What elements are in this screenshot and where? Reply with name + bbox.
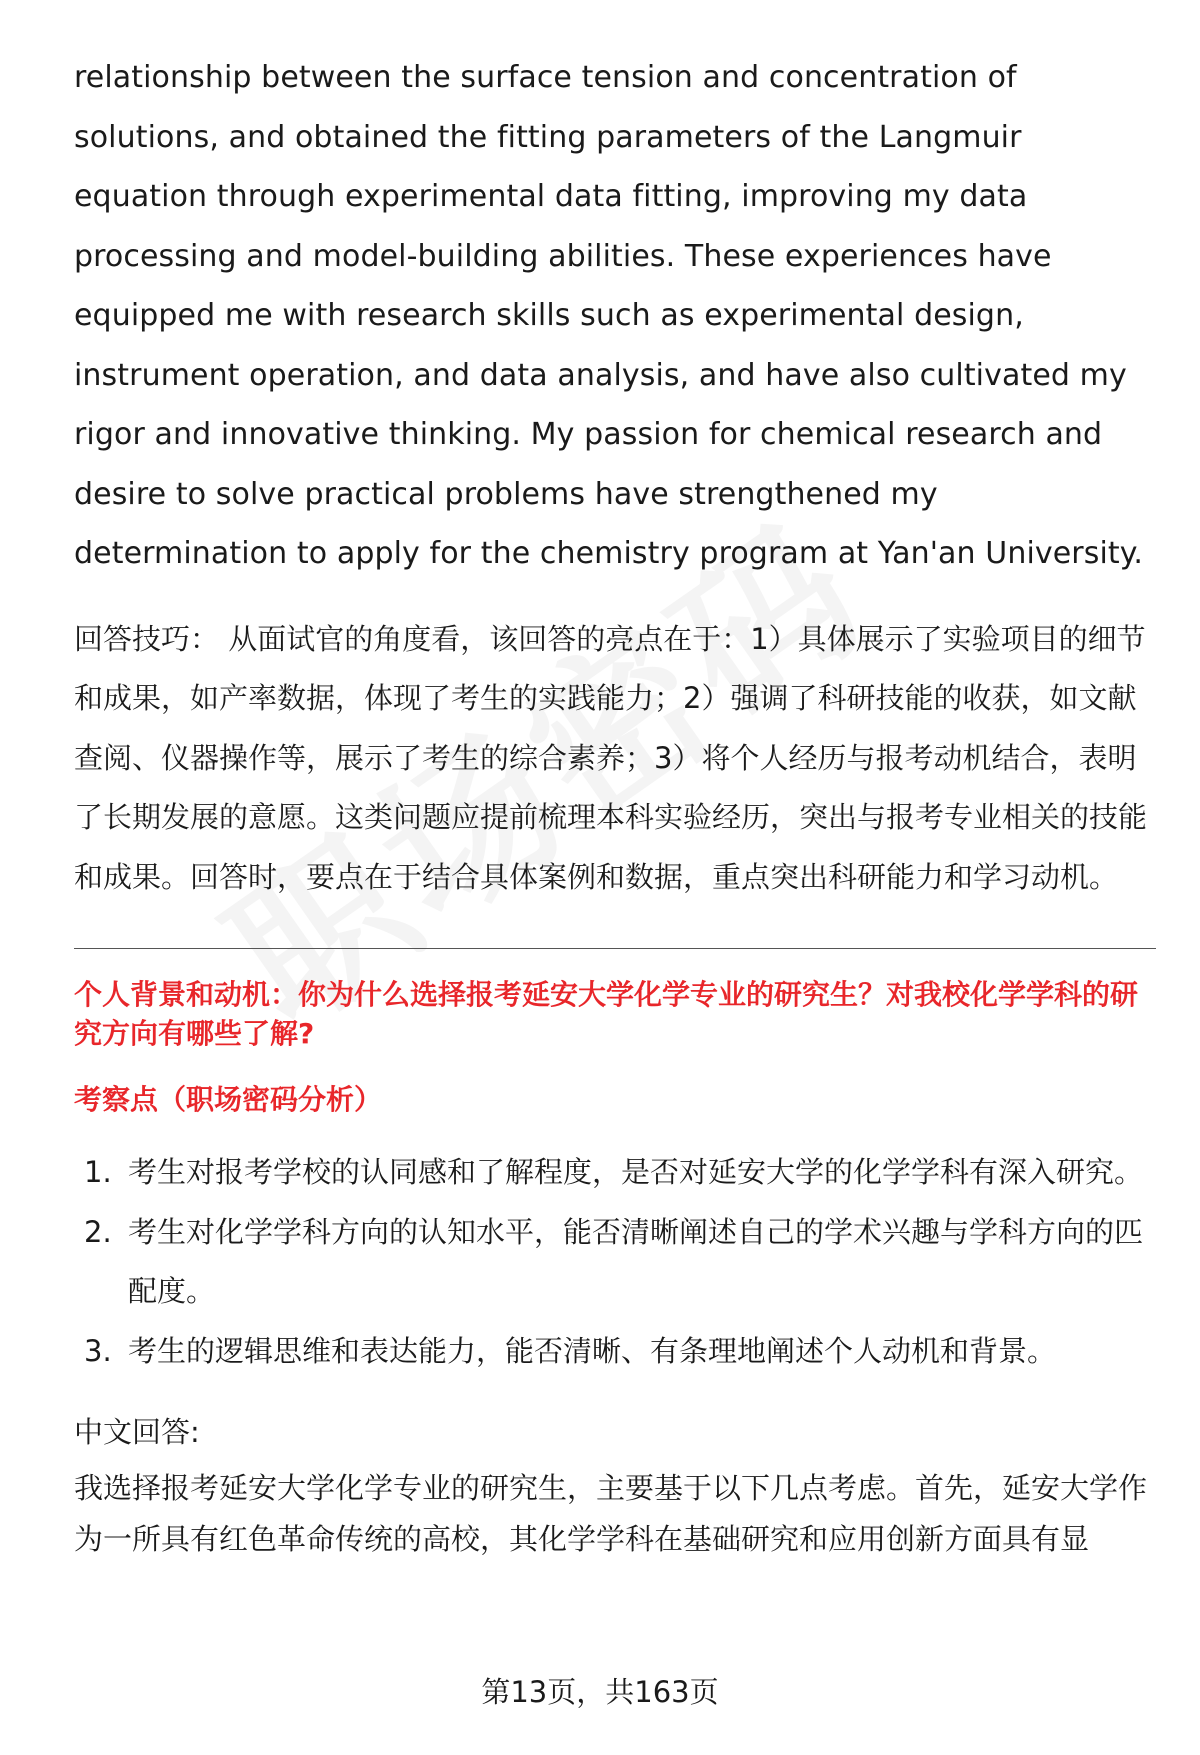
list-item [74,1203,1154,1322]
section-divider [74,948,1156,949]
list-item-number: 2. [84,1214,112,1249]
tips-paragraph: 回答技巧： 从面试官的角度看，该回答的亮点在于：1）具体展示了实验项目的细节和成果，如产率数据，体现了考生的实践能力；2）强调了科研技能的收获，如文献查阅、仪器操作等，展示了考生的综合素养；3）将个人经历与报考动机结合，表明了长期发展的意愿。这类问题应提前梳理本科实验经历，突出与报考专业相关的技能和成果。回答时，要点在于结合具体案例和数据，重点突出科研能力和学习动机。 [74,621,1148,894]
intro-paragraph: relationship between the surface tension and concentration of solutions, and obtained the fitting parameters of the Langmuir equation through experimental data fitting, improving my data processing and model-building abilities. These experiences have equipped me with research skills such as experimental design, instrument operation, and data analysis, and have also cultivated my rigor and innovative thinking. My passion for chemical research and desire to solve practical problems have strengthened my determination to apply for the chemistry program at Yan'an University. [74,60,1143,571]
document-body [74,48,1154,1565]
list-item [74,1143,1154,1203]
answer-paragraph: 我选择报考延安大学化学专业的研究生，主要基于以下几点考虑。首先，延安大学作为一所具有红色革命传统的高校，其化学学科在基础研究和应用创新方面具有显 [74,1470,1148,1556]
list-item-text: 考生对报考学校的认同感和了解程度，是否对延安大学的化学学科有深入研究。 [128,1155,1144,1189]
list-item [74,1322,1154,1382]
exam-points-list [74,1143,1154,1381]
list-item-number: 1. [84,1155,112,1189]
page-number: 第13页，共163页 [481,1675,719,1709]
answer-label: 中文回答: [74,1415,200,1449]
list-item-text: 考生的逻辑思维和表达能力，能否清晰、有条理地阐述个人动机和背景。 [128,1333,1057,1368]
list-item-number: 3. [84,1333,112,1368]
question-heading: 个人背景和动机：你为什么选择报考延安大学化学专业的研究生？对我校化学学科的研究方向有哪些了解? [74,978,1139,1050]
list-item-text: 考生对化学学科方向的认知水平，能否清晰阐述自己的学术兴趣与学科方向的匹配度。 [128,1214,1144,1308]
exam-points-heading: 考察点（职场密码分析） [74,1083,383,1116]
